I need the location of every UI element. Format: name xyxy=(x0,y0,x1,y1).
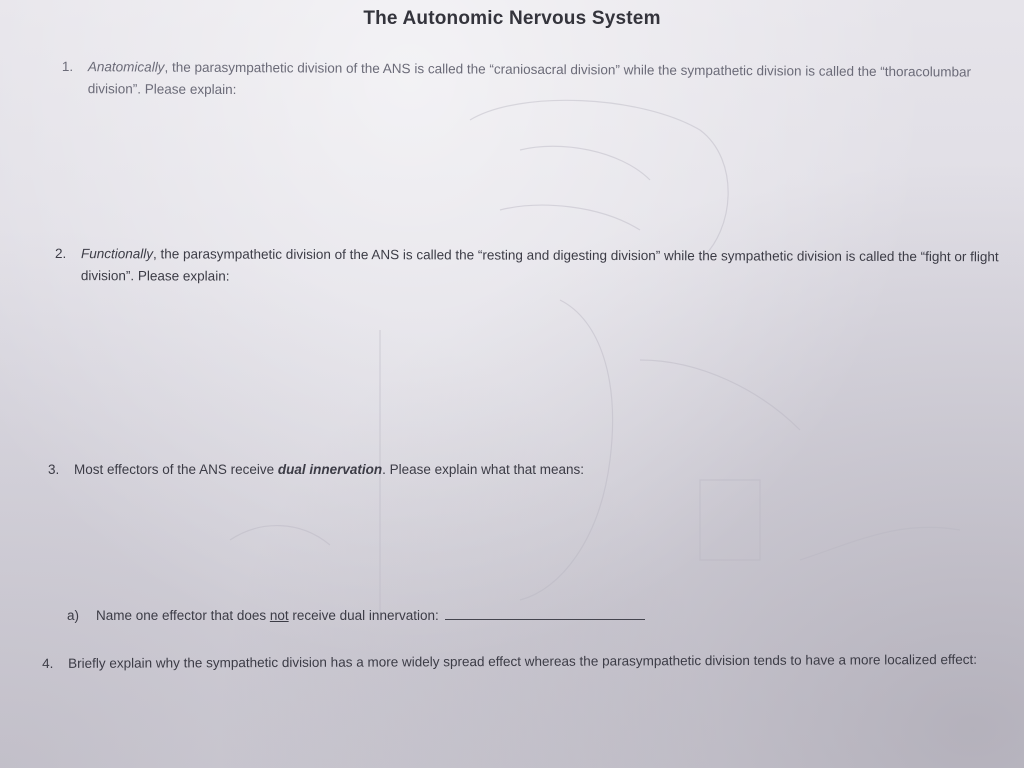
question-number: 2. xyxy=(54,245,67,262)
subquestion-body-start: Name one effector that does xyxy=(96,608,270,623)
question-emphasis: Functionally xyxy=(80,246,154,262)
question-1 xyxy=(62,56,982,106)
subquestion-text xyxy=(96,605,767,627)
question-4 xyxy=(42,649,1022,675)
question-number: 3. xyxy=(48,462,60,477)
answer-blank-line xyxy=(445,605,645,620)
question-text xyxy=(81,243,1015,290)
page-title: The Autonomic Nervous System xyxy=(363,8,661,29)
question-emphasis: dual innervation xyxy=(277,462,383,477)
question-emphasis: Anatomically xyxy=(87,59,165,75)
question-body-start: Most effectors of the ANS receive xyxy=(74,462,278,477)
question-3a xyxy=(67,605,767,627)
question-body-end: . Please explain what that means: xyxy=(382,462,584,477)
question-text xyxy=(74,459,848,481)
question-number: 4. xyxy=(42,655,54,671)
question-3 xyxy=(48,459,848,481)
subquestion-label: a) xyxy=(67,608,80,623)
question-number: 1. xyxy=(61,58,74,75)
question-text: Briefly explain why the sympathetic division has a more widely spread effect whereas the parasympathetic division tends to have a more localized effect: xyxy=(68,651,978,671)
question-body: , the parasympathetic division of the ANS is called the “craniosacral division” while the sympathetic division is called the “thoracolumbar division”. Please explain: xyxy=(87,59,972,98)
subquestion-underlined-word: not xyxy=(269,608,289,623)
subquestion-body-end: receive dual innervation: xyxy=(288,608,439,623)
question-body: , the parasympathetic division of the ANS is called the “resting and digesting division” while the sympathetic division is called the “fight or flight division”. Please explain: xyxy=(80,246,999,284)
question-text xyxy=(88,56,982,105)
question-2 xyxy=(55,243,1015,290)
